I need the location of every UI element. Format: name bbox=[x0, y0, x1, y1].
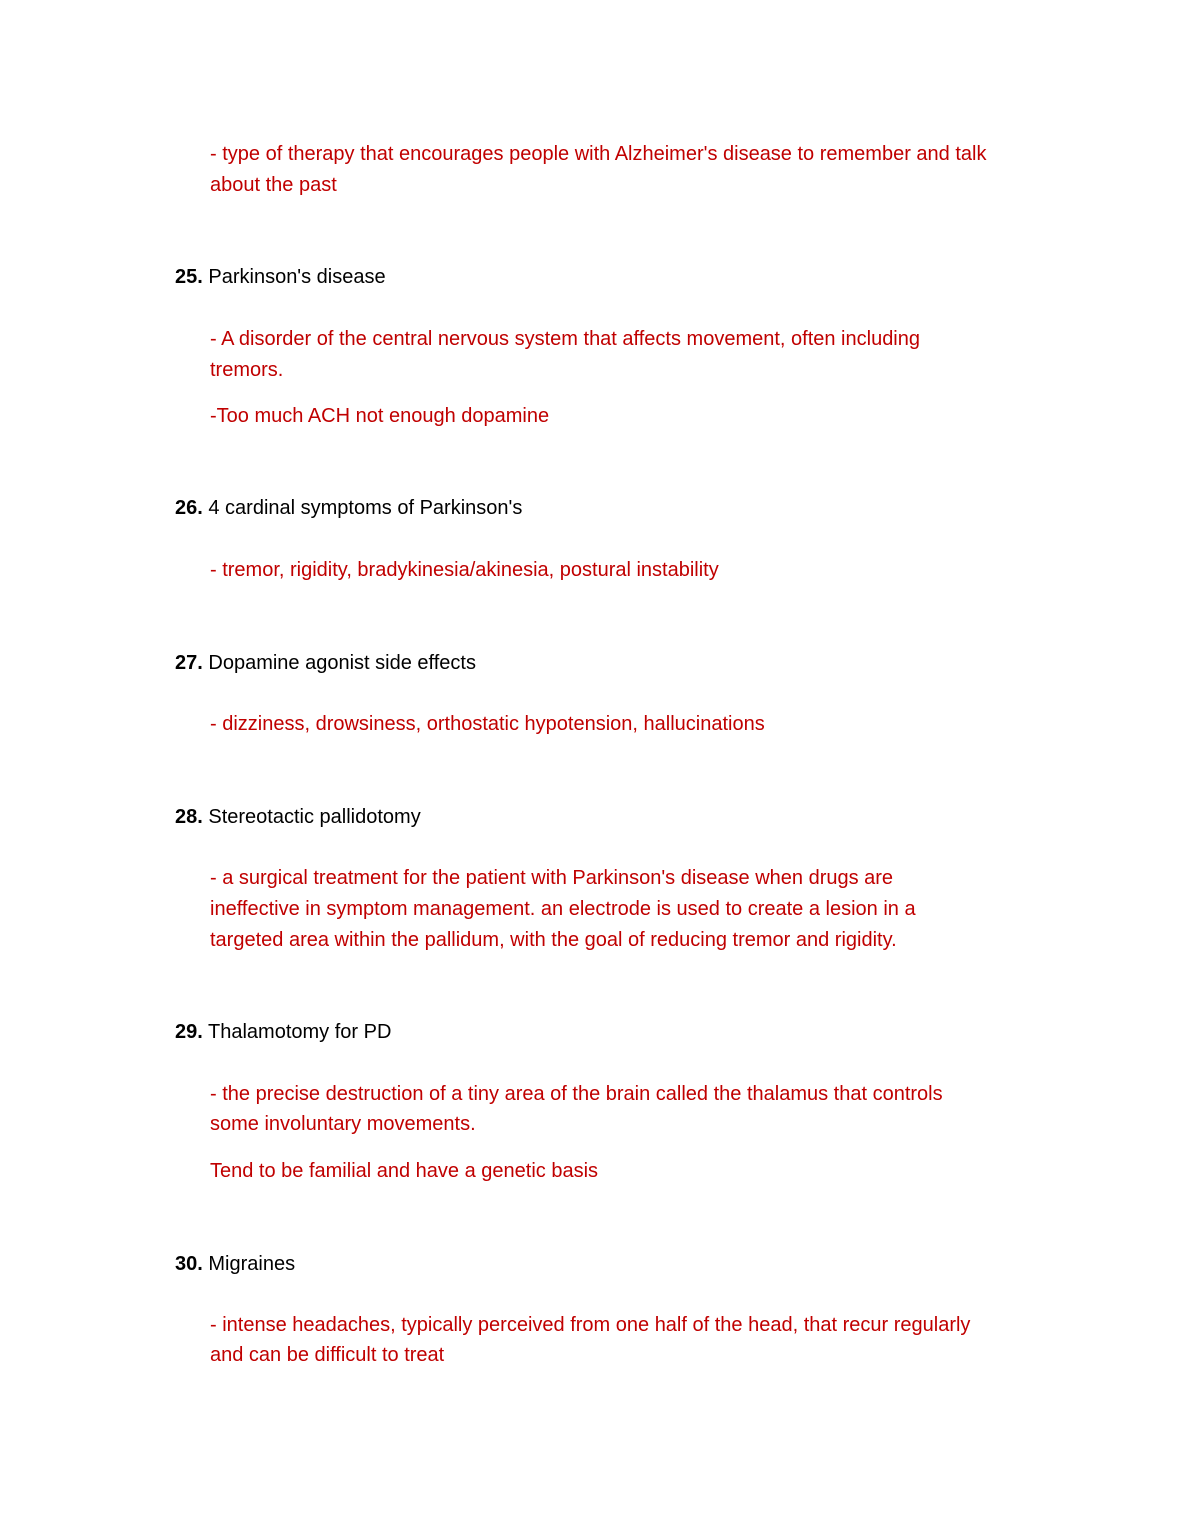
question-term: 4 cardinal symptoms of Parkinson's bbox=[208, 497, 523, 519]
answer-line: and can be difficult to treat bbox=[210, 1344, 445, 1366]
question-26 bbox=[175, 493, 522, 524]
answer-line: - intense headaches, typically perceived from one half of the head, that recur regularly bbox=[210, 1314, 971, 1336]
question-term: Parkinson's disease bbox=[208, 266, 386, 288]
answer-line: - a surgical treatment for the patient with Parkinson's disease when drugs are bbox=[210, 867, 894, 889]
answer-line: -Too much ACH not enough dopamine bbox=[210, 405, 550, 427]
answer-line: some involuntary movements. bbox=[210, 1113, 476, 1135]
question-number: 26. bbox=[175, 497, 203, 519]
answer-line: ineffective in symptom management. an electrode is used to create a lesion in a bbox=[210, 898, 916, 920]
question-30 bbox=[175, 1249, 295, 1280]
question-29 bbox=[175, 1017, 391, 1048]
question-number: 25. bbox=[175, 266, 203, 288]
answer-line: - A disorder of the central nervous system that affects movement, often including bbox=[210, 328, 920, 350]
answer-line: - dizziness, drowsiness, orthostatic hypotension, hallucinations bbox=[210, 713, 765, 735]
question-number: 29. bbox=[175, 1021, 203, 1043]
question-number: 30. bbox=[175, 1253, 203, 1275]
answer-line: targeted area within the pallidum, with the goal of reducing tremor and rigidity. bbox=[210, 929, 897, 951]
answer-line: - tremor, rigidity, bradykinesia/akinesia, postural instability bbox=[210, 559, 719, 581]
question-term: Dopamine agonist side effects bbox=[208, 652, 476, 674]
question-27 bbox=[175, 648, 476, 679]
question-number: 27. bbox=[175, 652, 203, 674]
question-term: Stereotactic pallidotomy bbox=[208, 806, 421, 828]
answer-line: Tend to be familial and have a genetic basis bbox=[210, 1160, 599, 1182]
answer-line: tremors. bbox=[210, 359, 284, 381]
question-number: 28. bbox=[175, 806, 203, 828]
intro-answer-line: about the past bbox=[210, 174, 337, 196]
question-25 bbox=[175, 262, 386, 293]
question-28 bbox=[175, 802, 421, 833]
answer-line: - the precise destruction of a tiny area of the brain called the thalamus that controls bbox=[210, 1083, 943, 1105]
question-term: Thalamotomy for PD bbox=[208, 1021, 392, 1043]
intro-answer-line: - type of therapy that encourages people with Alzheimer's disease to remember and talk bbox=[210, 143, 987, 165]
question-term: Migraines bbox=[208, 1253, 296, 1275]
